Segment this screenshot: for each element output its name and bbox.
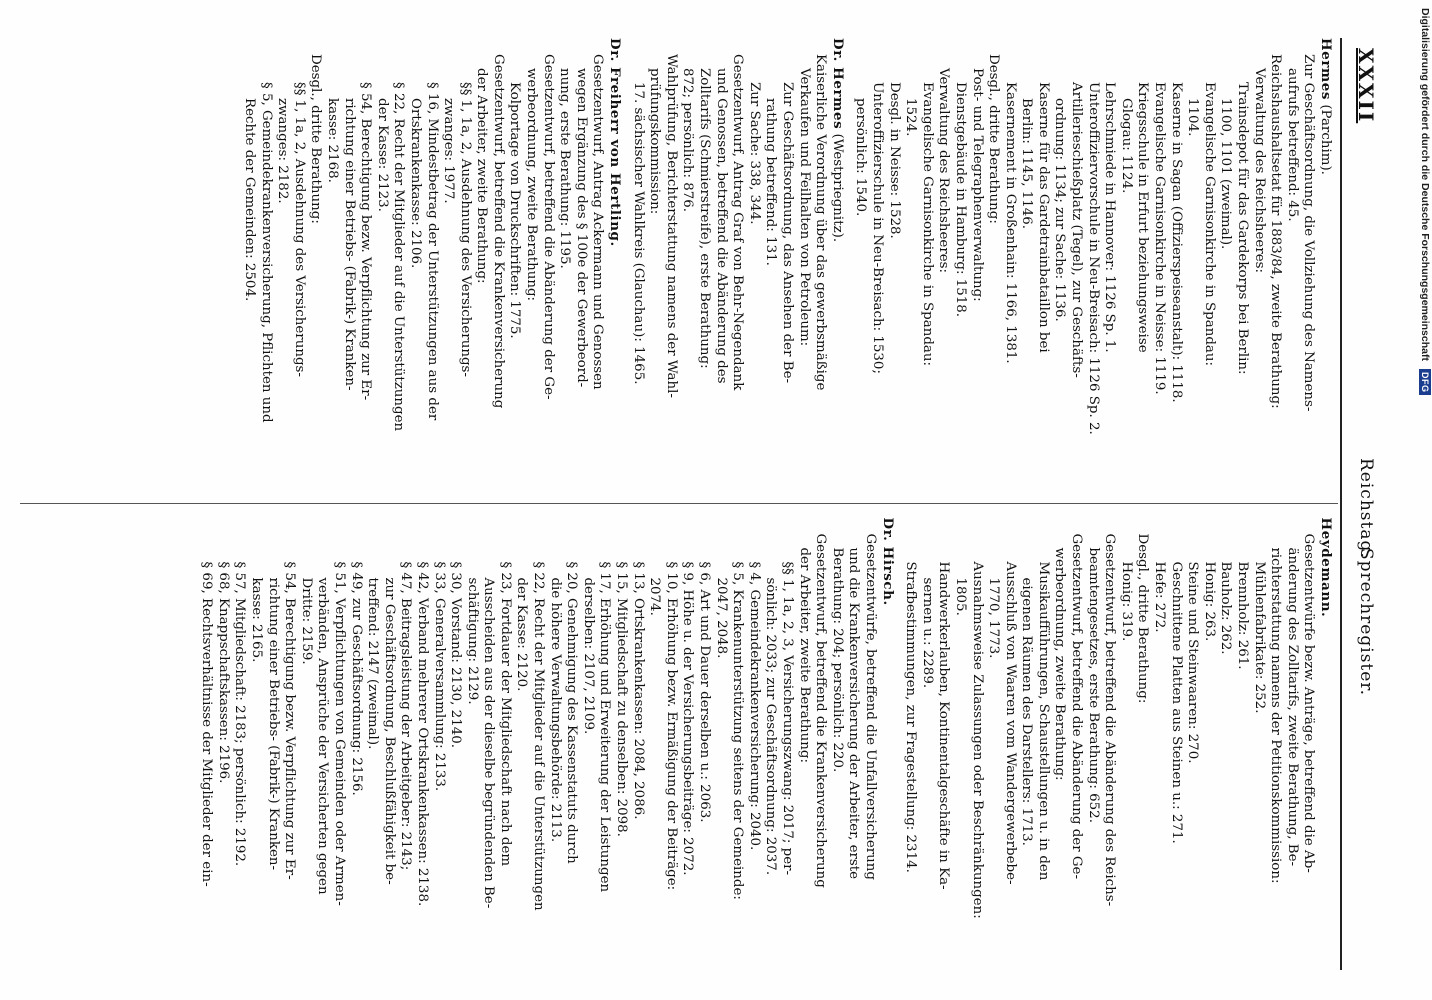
entry-line: § 9, Höhe u. der Versicherungsbeiträge: 2072. <box>680 561 696 876</box>
entry-line: Evangelische Garnisonkirche in Spandau: <box>1201 82 1217 367</box>
entry-heading <box>1316 38 1334 491</box>
entry-line: ordnung: 1134; zur Sache: 1136. <box>1052 98 1068 322</box>
entry-line: schäftigung: 2129. <box>464 577 480 705</box>
entry-line: zur Geschäftsordnung, Beschlußfähigkeit be- <box>381 577 397 885</box>
entry-line: Ausnahmsweise Zulassungen oder Beschränkungen: <box>969 561 985 919</box>
entry-line: § 17, Erhöhung und Erweiterung der Leistungen <box>597 561 613 893</box>
page-number: XXXII <box>1354 48 1378 124</box>
entry-line: Honig: 319. <box>1118 561 1134 642</box>
entry-line: 2047, 2048. <box>713 577 729 659</box>
entry-line: Kriegsschule in Erfurt beziehungsweise <box>1135 82 1151 353</box>
entry-line: Zur Geschäftsordnung, das Ansehen der Be- <box>780 82 795 384</box>
entry-line: Mühlenfabrikate: 252. <box>1251 561 1267 714</box>
entry-line: Gesetzentwurf, Antrag Graf von Behr-Negendank <box>730 54 746 391</box>
entry-line: §§ 1, 1a, 2, Ausdehnung des Versicherungs- <box>457 82 473 377</box>
entry-line: der Kasse: 2120. <box>514 577 530 692</box>
entry-line: Kaserne für das Gardetrainbataillon bei <box>1035 82 1051 353</box>
entry-line: der Kasse: 2123. <box>374 98 390 212</box>
entry-line: beamtengesetzes, erste Berathung: 652. <box>1085 547 1101 823</box>
entry-line: Reichshaushaltsetat für 1883/84, zweite Berathung: <box>1268 54 1284 409</box>
entry-line: §§ 1, 1a, 2, Ausdehnung des Versicherungs- <box>291 82 307 377</box>
entry-line: § 54, Berechtigung bezw. Verpflichtung zur Er- <box>282 561 298 880</box>
running-head <box>1340 38 1382 970</box>
entry-line: § 23, Fortdauer der Mitgliedschaft nach dem <box>497 561 513 867</box>
entry-line: § 57, Mitgliedschaft: 2183; persönlich: 2192. <box>232 561 248 867</box>
entry-line: Berlin: 1145, 1146. <box>1019 98 1035 230</box>
entry-line: persönlich: 1540. <box>853 98 869 217</box>
entry-line: und Genossen, betreffend die Abänderung des <box>713 68 729 384</box>
entry-line: § 22, Recht der Mitglieder auf die Unterstützungen <box>531 561 547 911</box>
entry-line: § 6, Art und Dauer derselben u.: 2063. <box>697 561 713 823</box>
register-entry <box>902 517 1334 970</box>
entry-line: sernen u.: 2289. <box>919 577 935 689</box>
entry-line: 1524. <box>903 98 919 137</box>
entry-line: 1104. <box>1185 98 1201 137</box>
entry-line: § 5, Gemeindekrankenversicherung, Pflichten und <box>258 82 274 423</box>
entry-line: § 68, Knappschaftskassen: 2196. <box>215 561 231 784</box>
entry-line: Artillerieschießplatz (Tegel), zur Geschäfts- <box>1069 82 1085 378</box>
speaker-name: Hermes <box>1318 38 1334 101</box>
entry-line: Desgl., dritte Berathung: <box>986 54 1002 224</box>
entry-line: die höhere Verwaltungsbehörde: 2113. <box>547 577 563 843</box>
entry-line: derselben: 2107, 2109. <box>580 577 596 735</box>
entry-line: § 51, Verpflichtungen von Gemeinden oder Armen- <box>331 561 347 906</box>
entry-line: Unteroffizierschule in Neu-Breisach: 1530; <box>869 82 885 374</box>
entry-line: § 47, Beitragsleistung der Arbeitgeber: 2143; <box>398 561 414 871</box>
entry-line: § 33, Generalversammlung: 2133. <box>431 561 447 792</box>
speaker-name: Heydemann. <box>1318 517 1334 618</box>
entry-line: der Arbeiter, zweite Berathung: <box>796 547 812 764</box>
entry-line: 1805. <box>952 577 968 616</box>
index-columns <box>20 38 1340 970</box>
entry-heading <box>605 38 623 491</box>
entry-line: Gesetzentwurf, betreffend die Abänderung des Reichs- <box>1102 533 1118 907</box>
dfg-logo: DFG <box>1419 369 1431 396</box>
entry-line: Wahlprüfung, Berichterstattung namens der Wahl- <box>663 54 679 398</box>
entry-line: § 42, Verband mehrerer Ortskrankenkassen: 2138. <box>414 561 430 907</box>
entry-line: Dienstgebäude in Hamburg: 1518. <box>952 82 968 318</box>
running-title-left: Reichstag. <box>1356 458 1376 559</box>
entry-line: Evangelische Garnisonkirche in Spandau: <box>919 82 935 367</box>
entry-line: richterstattung namens der Petitionskommission: <box>1268 547 1284 884</box>
entry-line: aufrufs betreffend: 45. <box>1284 68 1300 222</box>
entry-line: Musikaufführungen, Schaustellungen u. in den <box>1035 561 1051 881</box>
entry-line: Lehrschmiede in Hannover: 1126 Sp. 1. <box>1102 82 1118 353</box>
entry-line: 872; persönlich: 876. <box>680 68 696 213</box>
entry-line: Zur Geschäftsordnung, die Vollziehung des Namens- <box>1301 54 1317 412</box>
register-entry <box>852 38 1334 491</box>
entry-line: 1770, 1773. <box>986 577 1002 659</box>
entry-line: Gesetzentwurf, Antrag Ackermann und Genossen <box>590 54 606 390</box>
entry-line: § 10, Erhöhung bezw. Ermäßigung der Beiträge: <box>663 561 679 891</box>
entry-line: Ortskrankenkasse: 2106. <box>407 98 423 269</box>
entry-line: Ausscheiden aus der dieselbe begründenden Be- <box>481 577 497 909</box>
speaker-name: Dr. Freiherr von Hertling. <box>607 38 624 247</box>
right-column <box>20 503 1340 970</box>
entry-line: 2074. <box>647 577 663 616</box>
entry-line: Kasernement in Großenhain: 1166, 1381. <box>1002 82 1018 364</box>
entry-line: eigenen Räumen des Darstellers: 1713. <box>1019 577 1035 846</box>
entry-line: und die Krankenversicherung der Arbeiter, erste <box>846 547 862 880</box>
entry-line: Zur Sache: 338, 344. <box>746 82 762 225</box>
entry-line: § 15, Mitgliedschaft zu denselben: 2098. <box>614 561 630 837</box>
entry-line: wegen Ergänzung des § 100e der Gewerbeord- <box>573 68 589 388</box>
entry-line: § 20, Genehmigung des Kassenstatuts durch <box>564 561 580 864</box>
entry-line: Unteroffiziervorschule in Neu-Breisach: 1126 Sp. 2. <box>1085 82 1101 435</box>
entry-heading <box>828 38 846 491</box>
entry-line: nung, erste Berathung: 1195. <box>557 68 573 269</box>
entry-line: Zolltarifs (Schmierstreife), erste Berathung: <box>697 68 713 369</box>
entry-line: zwanges: 2182. <box>275 98 291 204</box>
entry-line: Steine und Steinwaaren: 270. <box>1185 561 1201 764</box>
left-column <box>20 38 1340 503</box>
entry-line: § 22, Recht der Mitglieder auf die Unterstützungen <box>391 82 407 432</box>
entry-line: werbeordnung, zweite Berathung: <box>524 68 540 302</box>
entry-line: Handwerkerlauben, Kontinentalgeschäfte in Ka- <box>936 561 952 890</box>
entry-line: kasse: 2168. <box>324 98 340 183</box>
entry-line: richtung einer Betriebs- (Fabrik-) Kranken- <box>341 98 357 391</box>
entry-line: kasse: 2165. <box>249 577 264 663</box>
entry-line: sönlich: 2033; zur Geschäftsordnung: 2037. <box>763 577 779 876</box>
entry-line: Rechte der Gemeinden: 2504. <box>242 98 257 302</box>
entry-line: Kaserne in Sagan (Offizierspeiseanstalt): 1118. <box>1168 82 1184 403</box>
entry-line: Gesetzentwurf, betreffend die Krankenversicherung <box>813 533 829 888</box>
entry-line: Glogau: 1124. <box>1118 98 1134 194</box>
entry-line: Strafbestimmungen, zur Fragestellung: 2314. <box>903 561 919 873</box>
entry-line: der Arbeiter, zweite Berathung: <box>474 68 490 284</box>
speaker-suffix: (Westpriegnitz). <box>829 129 845 243</box>
running-title-right: Sprechregister. <box>1356 548 1376 696</box>
speaker-suffix: (Parchim). <box>1318 100 1333 175</box>
speaker-name: Dr. Hermes <box>829 38 846 130</box>
entry-line: Berathung: 204; persönlich: 220. <box>829 547 845 773</box>
entry-line: Gesetzentwürfe bezw. Anträge, betreffend die Ab- <box>1301 533 1317 873</box>
entry-line: verbänden, Ansprüche der Versicherten gegen <box>315 577 331 895</box>
entry-line: 1100, 1101 (zweimal). <box>1218 98 1234 250</box>
entry-line: § 30, Vorstand: 2130, 2140. <box>448 561 464 749</box>
entry-line: Hefe: 272. <box>1152 561 1168 633</box>
entry-line: Bauholz: 262. <box>1218 561 1234 655</box>
entry-line: Brennholz: 261. <box>1235 561 1251 670</box>
entry-line: Verkaufen und Feilhalten von Petroleum: <box>796 68 812 347</box>
digitization-note-text: Digitalisierung gefördert durch die Deutsche Forschungsgemeinschaft <box>1419 8 1431 361</box>
entry-line: §§ 1, 1a, 2, 3, Versicherungszwang: 2017; per- <box>780 561 795 876</box>
entry-line: treffend: 2147 (zweimal). <box>365 577 381 750</box>
entry-line: § 54, Berechtigung bezw. Verpflichtung zur Er- <box>358 82 374 401</box>
entry-line: Kolportage von Druckschriften: 1775. <box>507 82 523 339</box>
entry-line: Gesetzentwurf, betreffend die Krankenversicherung <box>490 54 506 409</box>
speaker-name: Dr. Hirsch. <box>879 517 896 606</box>
register-entry <box>198 517 896 970</box>
entry-line: änderung des Zolltarifs, zweite Berathung, Be- <box>1284 547 1300 867</box>
entry-line: Evangelische Garnisonkirche in Neisse: 1119. <box>1152 82 1168 395</box>
entry-line: zwanges: 1977. <box>441 98 457 204</box>
entry-line: Honig: 263. <box>1201 561 1217 642</box>
entry-line: Gesetzentwurf, betreffend die Abänderung der Ge- <box>1069 533 1085 879</box>
entry-line: § 69, Rechtsverhältnisse der Mitglieder der ein- <box>199 561 215 887</box>
entry-heading <box>1316 517 1334 970</box>
entry-line: § 4, Gemeindekrankenversicherung: 2040. <box>746 561 762 851</box>
entry-line: § 16, Mindestbetrag der Unterstützungen aus der <box>424 82 440 421</box>
entry-line: Desgl., dritte Berathung: <box>1135 533 1151 704</box>
entry-line: Post- und Telegraphenverwaltung: <box>969 68 985 302</box>
entry-line: Ausschluß von Waaren vom Wandergewerbebe- <box>1002 561 1018 885</box>
entry-line: Gesetzentwürfe, betreffend die Unfallversicherung <box>862 533 878 881</box>
entry-line: § 49, zur Geschäftsordnung: 2156. <box>348 561 364 796</box>
register-entry <box>629 38 846 491</box>
entry-line: werbeordnung, zweite Berathung: <box>1052 547 1068 781</box>
entry-line: richtung einer Betriebs- (Fabrik-) Kranken- <box>265 577 281 871</box>
entry-line: prüfungskommission: <box>647 68 663 215</box>
entry-line: Dritte: 2159. <box>298 577 314 665</box>
entry-line: § 13, Ortskrankenkassen: 2084, 2086. <box>630 561 646 820</box>
entry-line: Desgl., dritte Berathung: <box>308 54 324 224</box>
entry-line: Desgl. in Neisse: 1528. <box>886 82 902 239</box>
entry-line: Geschnittene Platten aus Steinen u.: 271. <box>1168 561 1184 844</box>
register-entry <box>240 38 623 491</box>
entry-line: Kaiserliche Verordnung über das gewerbsmäßige <box>813 54 829 391</box>
entry-line: 17. sächsischer Wahlkreis (Glauchau): 1465. <box>630 82 646 385</box>
entry-line: Verwaltung des Reichsheeres: <box>936 68 952 274</box>
entry-line: § 5, Krankenunterstützung seitens der Gemeinde: <box>730 561 746 900</box>
digitization-note <box>1415 8 1431 988</box>
entry-line: Verwaltung des Reichsheeres: <box>1251 68 1267 274</box>
entry-heading <box>878 517 896 970</box>
entry-line: Trainsdepot für das Gardekorps bei Berlin: <box>1235 82 1251 375</box>
entry-line: Gesetzentwurf, betreffend die Abänderung der Ge- <box>540 54 556 400</box>
entry-line: rathung betreffend: 131. <box>763 98 779 266</box>
